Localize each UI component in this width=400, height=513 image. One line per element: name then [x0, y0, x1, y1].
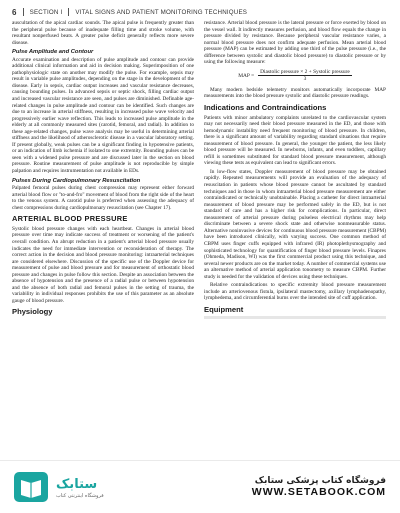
cpr-pulses-heading: Pulses During Cardiopulmonary Resuscitation [12, 177, 141, 184]
cpr-pulses-paragraph: Palpated femoral pulses during chest compression may represent either forward arterial blood flow or "to-and-fro" movement of blood from the right side of the heart to the venous system. A carotid pulse is preferred when assessing the adequacy of chest compressions during cardiopulmonary resuscitation (see Chapter 17). [12, 185, 194, 211]
physiology-heading: Physiology [12, 307, 53, 317]
watermark-text [252, 476, 400, 498]
header-divider [23, 8, 24, 16]
page-number: 6 [12, 7, 17, 17]
formula-fraction [258, 69, 352, 83]
pulse-amplitude-paragraph: Accurate examination and description of pulse amplitude and contour can provide additional clinical information and aid in decision making. Superimposition of one pathophysiologic state on another may modify the pulse. For example, sepsis may result in variable pulse amplitudes, depending on the stage in the development of the disease. Early in sepsis, cardiac output increases and vascular resistance decreases, causing bounding pulses. In advanced sepsis or septic shock, filling cardiac output and increased vascular resistance are seen, and pulses are diminished. Definable age-related changes in pulse amplitude and contour can be identified. Such changes are due to an increase in arterial stiffness, resulting in increased pulse wave velocity and progressively earlier wave reflection. This leads to increased pulse amplitude in the elderly at all commonly measured sites (carotid, femoral, and radial). In addition to these age-related changes, pulse wave analysis may be useful in determining arterial stiffness and the likelihood of atherosclerotic disease in a vascular laboratory setting. If present globally, weak pulses can be a significant finding in hypotensive patients, or an indication of limb ischemia if isolated to one extremity. Bounding pulses can be seen with a widened pulse pressure and are discussed later in the section on blood pressure. Routine measurement of pulse amplitude is not reproducible by simple palpation and requires instrumentation not available in EDs. [12, 56, 194, 175]
indications-paragraph-3: Relative contraindications to specific extremity blood pressure measurement include an arteriovenous fistula, ipsilateral mastectomy, axillary lymphadenopathy, lymphedema, and circumferential burns over the intended site of cuff application. [204, 282, 386, 302]
formula-lhs: MAP = [238, 72, 255, 79]
watermark-logo [0, 468, 104, 506]
formula-numerator: Diastolic pressure × 2 + Systolic pressure [260, 68, 350, 75]
left-intro-paragraph: auscultation of the apical cardiac sounds. The apical pulse is frequently greater than the peripheral pulse because of inadequate filling time and stroke volume, with resultant nonperfused beats. A greater pulse deficit generally reflects more severe disease. [12, 20, 194, 46]
book-logo-icon [12, 468, 50, 506]
watermark-brand: ستابک [56, 477, 98, 492]
watermark-url: WWW.SETABOOK.COM [251, 486, 386, 498]
arterial-blood-pressure-paragraph: Systolic blood pressure changes with each heartbeat. Changes in arterial blood pressure over time may indicate success of treatment or worsening of the patient's overall condition. An abrupt reduction in a patient's arterial blood pressure usually indicates the need for immediate intervention or reconsideration of therapy. The correct action in the decision and blood pressure monitoring: intraarterial techniques are considered elsewhere. Discussion of the specific use of the Doppler device for measurement of pulse and blood pressure and for measurement of orthostatic blood pressure and changes in pulse follow this section. Despite an association between the absence of hypotension and the presence of a radial pulse or between hypotension and the absence of both radial and femoral pulses in the setting of trauma, the variability in individual responses prohibits the use of this parameter as an absolute gauge of blood pressure. [12, 225, 194, 304]
running-header [12, 6, 388, 18]
indications-paragraph-2: In low-flow states, Doppler measurement of blood pressure may be obtained rapidly. Repeated measurements will provide an evaluation of the adequacy of resuscitation in patients whose blood pressure cannot be ascultated by standard techniques and in those in whom intraarterial blood pressure measurement are either contraindicated or technically unobtainable. Placing a catheter for direct intraarterial measurement of blood pressure may be performed safely in the ED, but is not standard of care and has a higher risk for complications. In particular, direct measurement of arterial pressure during pulseless electrical rhythms may help discriminate between a severe shock state and otherwise nonmeasurable status. Alternative noninvasive devices for continuous blood pressure measurement (CBPM) have been introduced clinically, with varying success. One common method of CBPM uses finger cuffs equipped with infrared (IR) photoplethysmography and sophisticated technology for quantification of finger blood pressure levels. Finapres (Ohmeda, Madison, WI) was the first commercial product using this technique, and several newer products are on the market today. A number of commercial systems use an alternative method of arterial application tonometry to measure CBPM. Further study is needed for the validation of devices using these techniques. [204, 168, 386, 280]
watermark-title: فروشگاه کتاب پزشکی ستابک [254, 476, 386, 486]
publisher-watermark [0, 460, 400, 513]
indications-heading: Indications and Contraindications [204, 103, 327, 113]
arterial-blood-pressure-heading: ARTERIAL BLOOD PRESSURE [12, 214, 128, 224]
equipment-heading: Equipment [204, 304, 244, 314]
section-title: VITAL SIGNS AND PATIENT MONITORING TECHNIQUES [75, 8, 248, 16]
watermark-brand-sub: فروشگاه اینترنتی کتاب [56, 493, 104, 499]
right-column [204, 20, 386, 319]
right-intro-paragraph: resistance. Arterial blood pressure is the lateral pressure or force exerted by blood on the vessel wall. It indirectly measures perfusion, and blood flow equals the change in pressure divided by resistance. Because peripheral vascular resistance varies, a normal blood pressure does not confirm adequate perfusion. Mean arterial blood pressure (MAP) can be estimated by adding one third of the pulse pressure (i.e., the difference between systolic and diastolic blood pressure) to diastolic pressure or by using the following measure: [204, 20, 386, 66]
formula-denominator: 3 [303, 76, 307, 83]
section-label: SECTION I [29, 8, 63, 16]
header-divider [68, 8, 69, 16]
left-column [12, 20, 194, 319]
equipment-shaded-bar [204, 316, 386, 319]
map-formula [204, 69, 386, 83]
indications-paragraph-1: Patients with minor ambulatory complaints unrelated to the cardiovascular system may not necessarily need their blood pressure measured in the ED, and those with hemodynamic instability need frequent monitoring of blood pressure. In children, there is a significant amount of variability regarding standard situations that require measurement of blood pressure. In general, the younger the patient, the less likely blood pressure will be measured. In newborns, infants, and even toddlers, capillary refill is sometimes substituted for standard blood pressure measurement, although viewing these tests as equivalent can lead to significant errors. [204, 114, 386, 167]
after-formula-paragraph: Many modern bedside telemetry monitors automatically incorporate MAP measurements into the blood pressure systolic and diastolic pressure readings. [204, 86, 386, 100]
pulse-amplitude-heading: Pulse Amplitude and Contour [12, 49, 94, 56]
